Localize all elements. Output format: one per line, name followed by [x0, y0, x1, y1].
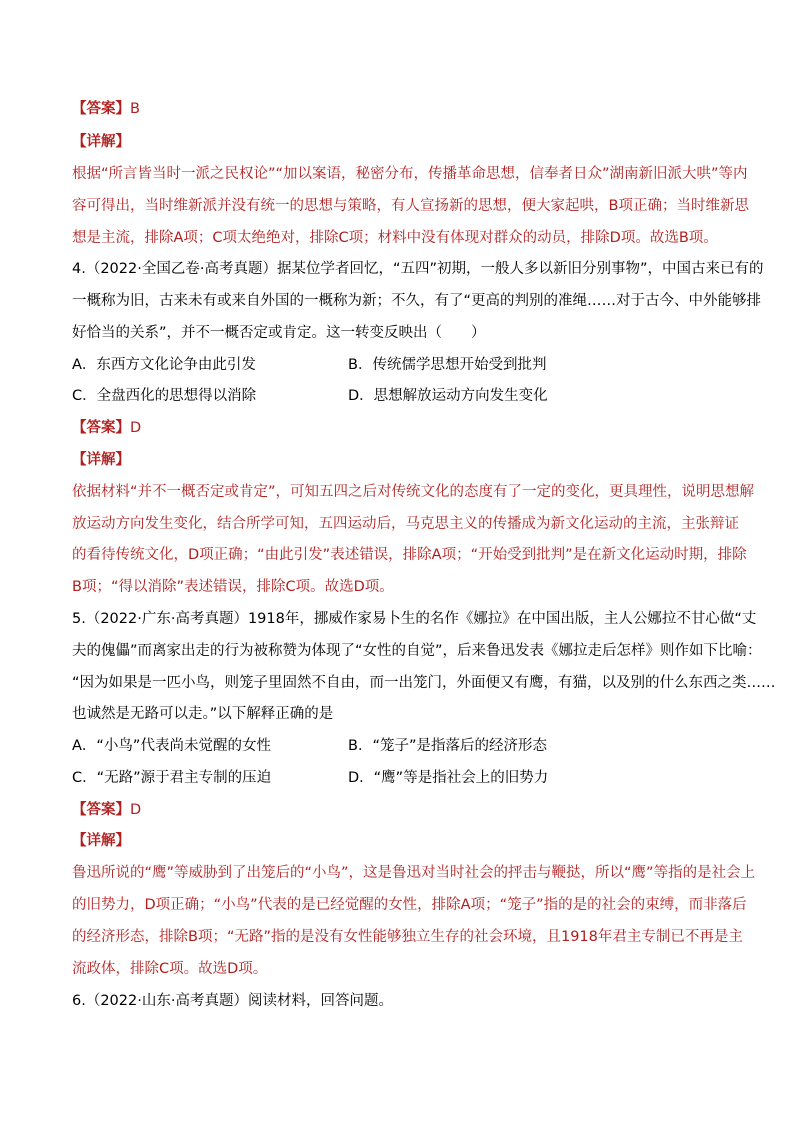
detail-line-q4-2: 放运动方向发生变化，结合所学可知，五四运动后，马克思主义的传播成为新文化运动的主流，主张辩证	[72, 516, 739, 532]
question-stem-q5-4: 也诚然是无路可以走。”以下解释正确的是	[72, 706, 334, 722]
detail-label: 【详解】	[72, 833, 130, 849]
detail-label-q3	[72, 132, 130, 152]
option-d-q4: D．思想解放运动方向发生变化	[348, 388, 548, 404]
detail-line-q5-3: 的经济形态，排除B项；“无路”指的是没有女性能够独立生存的社会环境，且1918年君主专制已不再是主	[72, 929, 743, 945]
answer-line-q3	[72, 99, 140, 119]
detail-line-q3-2: 容可得出，当时维新派并没有统一的思想与策略，有人宣扬新的思想，便大家起哄，B项正确；当时维新思	[72, 198, 749, 214]
detail-line-q3-1: 根据“所言皆当时一派之民权论”“加以案语，秘密分布，传播革命思想，信奉者日众”湖南新旧派大哄”等内	[72, 166, 748, 182]
detail-label-q4	[72, 450, 130, 470]
answer-label: 【答案】	[72, 420, 130, 436]
detail-label: 【详解】	[72, 452, 130, 468]
question-stem-q4-2: 一概称为旧，古来未有或来自外国的一概称为新；不久，有了“更高的判别的准绳……对于古今、中外能够排	[72, 293, 762, 309]
option-d-q5: D．“鹰”等是指社会上的旧势力	[348, 770, 549, 786]
detail-line-q4-1: 依据材料“并不一概否定或肯定”，可知五四之后对传统文化的态度有了一定的变化，更具理性，说明思想解	[72, 484, 755, 500]
question-stem-q5-3: “因为如果是一匹小鸟，则笼子里固然不自由，而一出笼门，外面便又有鹰，有猫，以及别的什么东西之类……	[72, 675, 776, 691]
question-stem-q5-1: 5.（2022·广东·高考真题）1918年，挪威作家易卜生的名作《娜拉》在中国出版，主人公娜拉不甘心做“丈	[72, 611, 757, 627]
detail-line-q4-4: B项；“得以消除”表述错误，排除C项。故选D项。	[72, 579, 394, 595]
answer-line-q4	[72, 418, 141, 438]
detail-line-q3-3: 想是主流，排除A项；C项太绝绝对，排除C项；材料中没有体现对群众的动员，排除D项。故选B项。	[72, 230, 718, 246]
option-a-q4: A．东西方文化论争由此引发	[72, 357, 256, 373]
detail-line-q5-1: 鲁迅所说的“鹰”等威胁到了出笼后的“小鸟”，这是鲁迅对当时社会的抨击与鞭挞，所以“鹰”等指的是社会上	[72, 865, 756, 881]
answer-label: 【答案】	[72, 802, 130, 818]
option-c-q5: C．“无路”源于君主专制的压迫	[72, 770, 272, 786]
detail-label-q5	[72, 831, 130, 851]
answer-value: B	[130, 101, 140, 117]
option-b-q4: B．传统儒学思想开始受到批判	[348, 357, 547, 373]
detail-line-q5-4: 流政体，排除C项。故选D项。	[72, 961, 268, 977]
answer-line-q5	[72, 800, 141, 820]
detail-line-q5-2: 的旧势力，D项正确；“小鸟”代表的是已经觉醒的女性，排除A项；“笼子”指的是的社会的束缚，而非落后	[72, 897, 747, 913]
detail-label: 【详解】	[72, 134, 130, 150]
answer-value: D	[130, 802, 142, 818]
question-stem-q4-3: 好恰当的关系”，并不一概否定或肯定。这一转变反映出（ ）	[72, 325, 486, 341]
option-b-q5: B．“笼子”是指落后的经济形态	[348, 738, 547, 754]
question-stem-q4-1: 4.（2022·全国乙卷·高考真题）据某位学者回忆，“五四”初期，一般人多以新旧分别事物”，中国古来已有的	[72, 261, 764, 277]
question-stem-q5-2: 夫的傀儡”而离家出走的行为被称赞为体现了“女性的自觉”，后来鲁迅发表《娜拉走后怎样》则作如下比喻：	[72, 643, 762, 659]
option-a-q5: A．“小鸟”代表尚未觉醒的女性	[72, 738, 271, 754]
detail-line-q4-3: 的看待传统文化，D项正确；“由此引发”表述错误，排除A项；“开始受到批判”是在新文化运动时期，排除	[72, 547, 747, 563]
answer-label: 【答案】	[72, 101, 130, 117]
answer-value: D	[130, 420, 142, 436]
option-c-q4: C．全盘西化的思想得以消除	[72, 388, 257, 404]
question-stem-q6: 6.（2022·山东·高考真题）阅读材料，回答问题。	[72, 993, 393, 1009]
